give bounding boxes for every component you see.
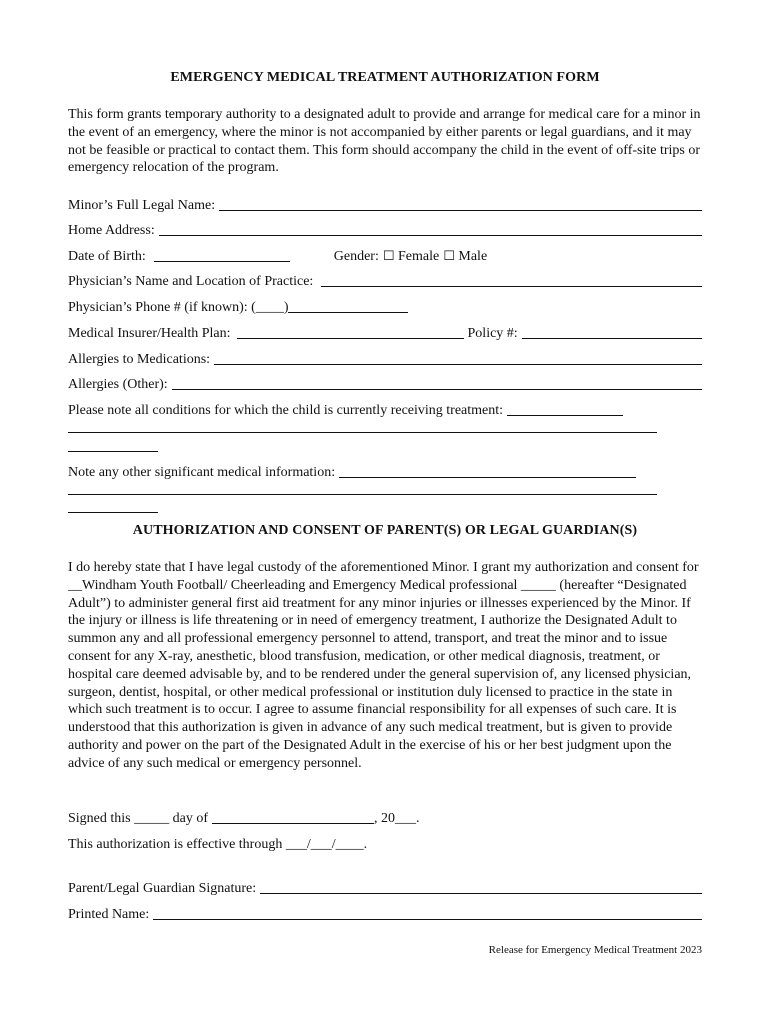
- printed-name-label: Printed Name:: [68, 907, 150, 922]
- conditions-line-2[interactable]: [68, 432, 657, 433]
- other-info-line-3[interactable]: [68, 512, 158, 513]
- insurer-label: Medical Insurer/Health Plan:: [68, 326, 231, 341]
- dob-label: Date of Birth:: [68, 249, 146, 264]
- printed-name-field[interactable]: [153, 905, 702, 920]
- dob-field[interactable]: [154, 247, 290, 262]
- physician-label: Physician’s Name and Location of Practice:: [68, 274, 314, 289]
- signed-suffix: , 20___.: [374, 811, 420, 826]
- physician-phone-field[interactable]: [288, 298, 408, 313]
- allergies-other-row: [68, 373, 702, 393]
- conditions-label: Please note all conditions for which the child is currently receiving treatment:: [68, 403, 504, 418]
- gender-label: Gender:: [333, 249, 379, 264]
- effective-row: [68, 833, 702, 853]
- insurer-field[interactable]: [237, 324, 464, 339]
- allergies-other-label: Allergies (Other):: [68, 377, 168, 392]
- form-title: EMERGENCY MEDICAL TREATMENT AUTHORIZATION FORM: [170, 70, 600, 85]
- allergies-meds-row: [68, 348, 702, 368]
- physician-field[interactable]: [321, 272, 702, 287]
- consent-section-title: AUTHORIZATION AND CONSENT OF PARENT(S) OR LEGAL GUARDIAN(S): [132, 523, 638, 538]
- checkbox-icon: ☐: [382, 249, 395, 264]
- signature-label: Parent/Legal Guardian Signature:: [68, 881, 257, 896]
- policy-label: Policy #:: [467, 326, 518, 341]
- page-footer: Release for Emergency Medical Treatment 2023: [488, 944, 702, 956]
- minor-name-label: Minor’s Full Legal Name:: [68, 198, 216, 213]
- checkbox-icon: ☐: [443, 249, 455, 264]
- signed-row: [68, 807, 702, 827]
- intro-paragraph: This form grants temporary authority to a designated adult to provide and arrange for medical care for a minor in the event of an emergency, where the minor is not accompanied by either parents or legal guardians, and it may not be feasible or practical to contact them. This form should accompany the child in the event of off-site trips or emergency relocation of the program.: [68, 107, 701, 176]
- insurer-row: [68, 322, 702, 342]
- home-address-field[interactable]: [159, 221, 702, 236]
- other-info-line-2[interactable]: [68, 494, 657, 495]
- printed-name-row: [68, 903, 702, 923]
- allergies-meds-field[interactable]: [214, 350, 702, 365]
- signature-field[interactable]: [260, 879, 702, 894]
- effective-label: This authorization is effective through ___/___/____.: [68, 837, 368, 852]
- conditions-line-3[interactable]: [68, 451, 158, 452]
- policy-field[interactable]: [522, 324, 702, 339]
- signed-prefix: Signed this _____ day of: [68, 811, 208, 826]
- signature-row: [68, 877, 702, 897]
- allergies-meds-label: Allergies to Medications:: [68, 352, 211, 367]
- conditions-row: [68, 399, 702, 419]
- dob-gender-row: [68, 245, 702, 265]
- other-info-label: Note any other significant medical information:: [68, 465, 336, 480]
- consent-paragraph: I do hereby state that I have legal custody of the aforementioned Minor. I grant my authorization and consent for __Windham Youth Football/ Cheerleading and Emergency Medical professional _____ (hereafter “Designated Adult”) to administer general first aid treatment for any minor injuries or illnesses experienced by the Minor. If the injury or illness is life threatening or in need of emergency treatment, I authorize the Designated Adult to summon any and all professional emergency personnel to attend, transport, and treat the minor and to issue consent for any X-ray, anesthetic, blood transfusion, medication, or other medical diagnosis, treatment, or hospital care deemed advisable by, and to be rendered under the general supervision of, any licensed physician, surgeon, dentist, hospital, or other medical professional or institution duly licensed to practice in the state in which such treatment is to occur. I agree to assume financial responsibility for all expenses of such care. It is understood that this authorization is given in advance of any such medical treatment, but is given to provide authority and power on the part of the Designated Adult in the exercise of his or her best judgment upon the advice of any such medical or emergency personnel.: [68, 560, 699, 771]
- physician-phone-row: [68, 296, 702, 316]
- allergies-other-field[interactable]: [172, 375, 702, 390]
- other-info-row: [68, 461, 702, 481]
- physician-row: [68, 270, 702, 290]
- home-address-row: [68, 219, 702, 239]
- male-checkbox[interactable]: [443, 249, 487, 265]
- conditions-field[interactable]: [507, 401, 623, 416]
- male-label: Male: [458, 249, 488, 264]
- female-checkbox[interactable]: [383, 249, 439, 265]
- home-address-label: Home Address:: [68, 223, 155, 238]
- physician-phone-label: Physician’s Phone # (if known): (____): [68, 300, 289, 315]
- female-label: Female: [398, 249, 440, 264]
- signed-month-field[interactable]: [212, 809, 374, 824]
- other-info-field[interactable]: [339, 463, 636, 478]
- minor-name-field[interactable]: [219, 196, 702, 211]
- minor-name-row: [68, 194, 702, 214]
